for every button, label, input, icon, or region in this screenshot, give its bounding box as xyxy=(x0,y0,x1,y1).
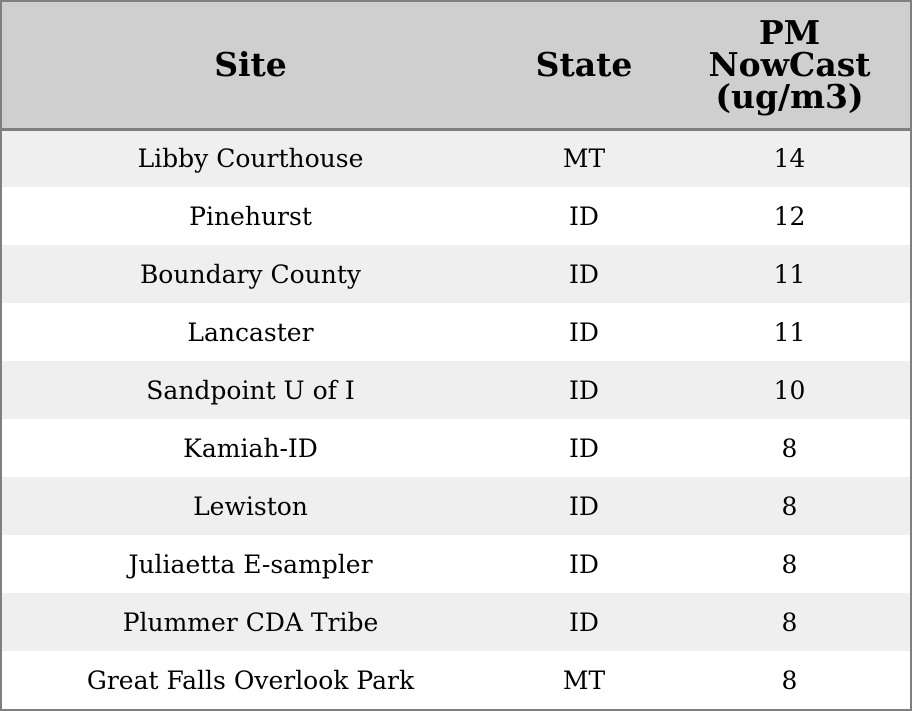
cell-pm-nowcast: 8 xyxy=(781,491,798,521)
cell-pm-nowcast: 14 xyxy=(773,144,806,174)
cell-state: ID xyxy=(569,375,599,405)
header-row xyxy=(2,2,910,129)
cell-site: Great Falls Overlook Park xyxy=(86,665,415,695)
table-row xyxy=(2,361,910,419)
table-row xyxy=(2,187,910,245)
table-row xyxy=(2,419,910,477)
pm-header-line-3: (ug/m3) xyxy=(715,76,864,116)
cell-state: ID xyxy=(569,607,599,637)
table-row xyxy=(2,535,910,593)
cell-state: ID xyxy=(569,317,599,347)
table-row xyxy=(2,245,910,303)
table-header xyxy=(2,2,910,129)
cell-state: MT xyxy=(562,144,606,174)
cell-site: Sandpoint U of I xyxy=(146,375,355,405)
cell-site: Boundary County xyxy=(139,259,362,289)
cell-state: ID xyxy=(569,201,599,231)
table-row xyxy=(2,477,910,535)
table-body xyxy=(2,129,910,709)
cell-pm-nowcast: 8 xyxy=(781,549,798,579)
cell-state: MT xyxy=(562,665,606,695)
cell-pm-nowcast: 8 xyxy=(781,607,798,637)
column-header-site: Site xyxy=(2,2,499,129)
cell-state: ID xyxy=(569,433,599,463)
table-row xyxy=(2,593,910,651)
cell-site: Libby Courthouse xyxy=(137,144,364,174)
table-row xyxy=(2,303,910,361)
cell-pm-nowcast: 12 xyxy=(773,201,806,231)
cell-state: ID xyxy=(569,549,599,579)
cell-site: Lancaster xyxy=(187,317,314,347)
cell-site: Plummer CDA Tribe xyxy=(122,607,379,637)
column-header-pm-nowcast xyxy=(669,2,910,129)
cell-site: Kamiah-ID xyxy=(183,433,318,463)
cell-state: ID xyxy=(569,259,599,289)
cell-site: Pinehurst xyxy=(189,201,312,231)
cell-pm-nowcast: 11 xyxy=(773,259,806,289)
pm-nowcast-table xyxy=(2,2,910,709)
table-row xyxy=(2,651,910,709)
cell-pm-nowcast: 8 xyxy=(781,433,798,463)
pm-header-line-1: PM xyxy=(758,12,821,52)
cell-pm-nowcast: 8 xyxy=(781,665,798,695)
pm-header-line-2: NowCast xyxy=(708,44,871,84)
cell-pm-nowcast: 11 xyxy=(773,317,806,347)
table-row xyxy=(2,129,910,187)
column-header-state: State xyxy=(499,2,669,129)
cell-pm-nowcast: 10 xyxy=(773,375,806,405)
cell-site: Juliaetta E-sampler xyxy=(128,549,373,579)
cell-site: Lewiston xyxy=(193,491,308,521)
cell-state: ID xyxy=(569,491,599,521)
